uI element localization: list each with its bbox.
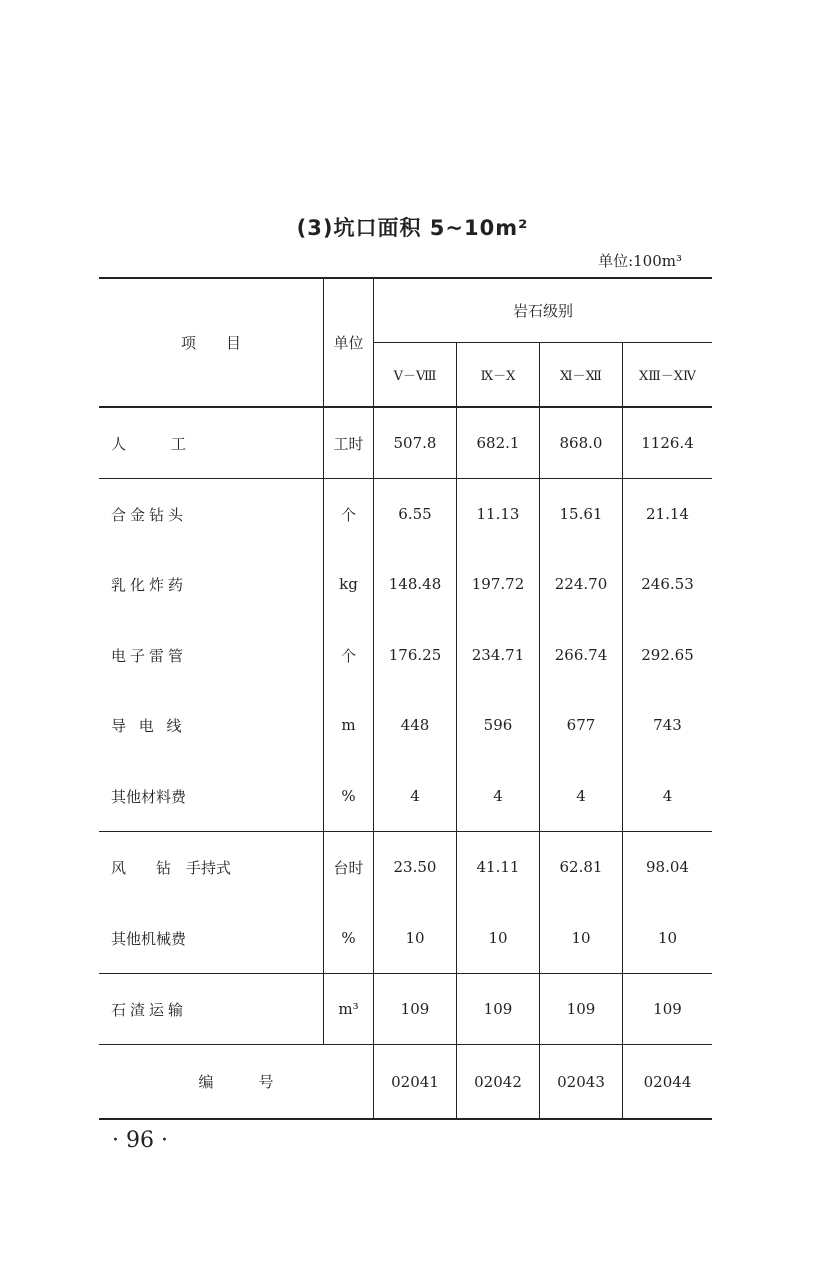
row-unit: m	[341, 716, 356, 734]
row-unit: 台时	[333, 858, 364, 877]
row-item-alloy-bit: 合金钻头	[111, 505, 188, 524]
row-value: 21.14	[646, 505, 689, 523]
page-title: (3)坑口面积 5~10m²	[296, 216, 529, 240]
code-value: 02042	[474, 1072, 522, 1091]
row-value: 234.71	[471, 646, 525, 664]
row-value: 682.1	[476, 434, 520, 452]
row-value: 10	[657, 929, 678, 947]
code-value: 02041	[391, 1072, 439, 1091]
row-value: 266.74	[554, 646, 608, 664]
row-value: 596	[483, 716, 513, 734]
row-value: 6.55	[398, 505, 432, 523]
row-value: 1126.4	[641, 434, 694, 452]
row-value: 197.72	[471, 575, 525, 593]
row-value: 743	[653, 716, 682, 734]
header-unit: 单位	[333, 333, 364, 352]
row-unit: kg	[339, 575, 358, 593]
row-value: 98.04	[646, 858, 689, 876]
row-value: 246.53	[641, 575, 694, 593]
header-grade-4: ⅩⅢ－ⅩⅣ	[638, 369, 697, 384]
row-value: 292.65	[641, 646, 694, 664]
row-value: 109	[483, 1000, 513, 1018]
header-grade-2: Ⅸ－Ⅹ	[480, 369, 516, 384]
row-unit: 个	[340, 646, 356, 665]
row-value: 10	[571, 929, 591, 947]
row-value: 23.50	[393, 858, 437, 876]
row-value: 448	[400, 716, 430, 734]
code-value: 02043	[557, 1072, 605, 1091]
row-value: 4	[410, 787, 420, 805]
header-rock-grade: 岩石级别	[512, 301, 573, 320]
code-value: 02044	[643, 1072, 692, 1091]
row-value: 11.13	[476, 505, 520, 523]
row-item-labor: 人 工	[111, 434, 187, 453]
row-value: 109	[400, 1000, 430, 1018]
row-value: 41.11	[476, 858, 520, 876]
row-value: 868.0	[559, 434, 603, 452]
row-value: 109	[653, 1000, 682, 1018]
header-item: 项 目	[180, 333, 241, 352]
row-value: 4	[662, 787, 673, 805]
row-value: 507.8	[393, 434, 437, 452]
row-value: 4	[576, 787, 586, 805]
row-value: 10	[488, 929, 508, 947]
row-value: 15.61	[559, 505, 603, 523]
row-value: 677	[566, 716, 596, 734]
row-value: 109	[566, 1000, 596, 1018]
row-item-air-drill: 风 钻 手持式	[111, 858, 232, 877]
table-bottom-rule	[99, 1118, 712, 1120]
unit-note: 单位:100m³	[598, 252, 682, 270]
row-value: 10	[405, 929, 425, 947]
row-unit: 工时	[333, 434, 364, 453]
row-value: 176.25	[388, 646, 442, 664]
row-value: 62.81	[559, 858, 603, 876]
row-item-other-machinery: 其他机械费	[111, 929, 187, 948]
row-unit: %	[341, 787, 356, 805]
row-value: 224.70	[554, 575, 608, 593]
row-item-emulsion-explosive: 乳化炸药	[111, 575, 188, 594]
row-value: 148.48	[388, 575, 442, 593]
header-grade-3: Ⅺ－Ⅻ	[560, 369, 602, 384]
row-item-other-materials: 其他材料费	[111, 787, 187, 806]
row-item-conductor-wire: 导 电 线	[111, 716, 186, 735]
row-value: 4	[493, 787, 503, 805]
row-unit: %	[341, 929, 356, 947]
header-grade-1: Ⅴ－Ⅷ	[393, 369, 437, 384]
code-row-label: 编 号	[198, 1073, 274, 1091]
row-unit: m³	[338, 1000, 359, 1018]
row-item-rock-debris-transport: 石渣运输	[111, 1000, 188, 1019]
row-item-electronic-detonator: 电子雷管	[111, 646, 188, 665]
row-unit: 个	[340, 505, 356, 524]
page-number: · 96 ·	[112, 1128, 168, 1153]
